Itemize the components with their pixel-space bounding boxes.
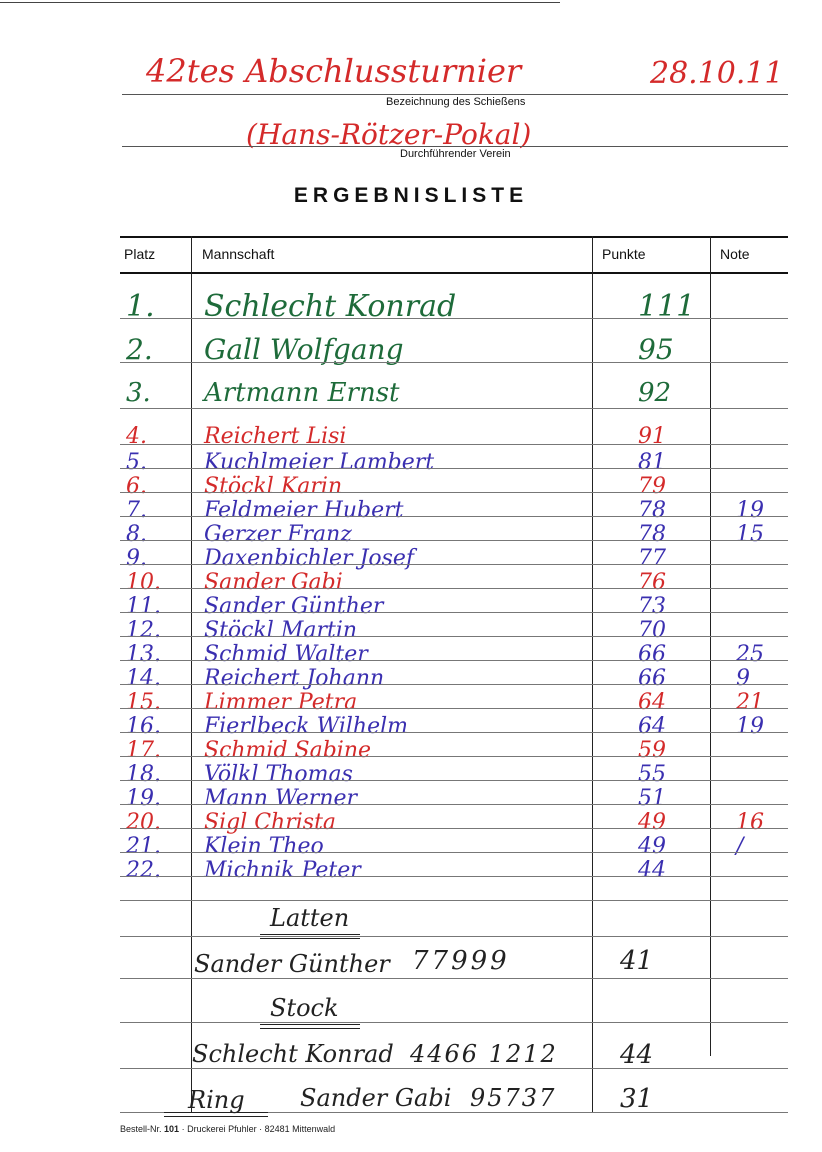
ruled-line bbox=[120, 828, 788, 829]
ruled-line bbox=[120, 804, 788, 805]
row-platz: 5. bbox=[126, 450, 147, 475]
row-name: Fierlbeck Wilhelm bbox=[204, 714, 409, 739]
row-name: Kuchlmeier Lambert bbox=[204, 450, 435, 475]
row-platz: 17. bbox=[126, 738, 161, 763]
table-header-rule bbox=[120, 272, 788, 274]
row-name: Stöckl Karin bbox=[204, 474, 343, 499]
results-table bbox=[120, 236, 788, 1113]
row-platz: 11. bbox=[126, 594, 161, 619]
ruled-line bbox=[120, 660, 788, 661]
row-name: Gall Wolfgang bbox=[204, 333, 404, 366]
ruled-line bbox=[120, 978, 788, 979]
row-name: Daxenbichler Josef bbox=[204, 546, 415, 571]
club-caption: Durchführender Verein bbox=[400, 148, 511, 160]
row-punkte: 44 bbox=[638, 858, 666, 883]
latten-detail: 77999 bbox=[412, 946, 510, 976]
footer bbox=[120, 1124, 335, 1134]
row-platz: 19. bbox=[126, 786, 161, 811]
row-name: Sander Günther bbox=[204, 594, 384, 619]
ruled-line bbox=[120, 612, 788, 613]
ruled-line bbox=[120, 468, 788, 469]
footer-number: 101 bbox=[164, 1124, 180, 1134]
row-punkte: 79 bbox=[638, 474, 666, 499]
row-platz: 3. bbox=[126, 378, 151, 408]
row-name: Mann Werner bbox=[204, 786, 358, 811]
row-punkte: 77 bbox=[638, 546, 666, 571]
ring-label: Ring bbox=[188, 1086, 245, 1114]
row-punkte: 76 bbox=[638, 570, 666, 595]
page-title: ERGEBNISLISTE bbox=[293, 184, 529, 207]
row-punkte: 92 bbox=[638, 378, 672, 408]
row-punkte: 64 bbox=[638, 690, 666, 715]
ruled-line bbox=[120, 684, 788, 685]
row-platz: 6. bbox=[126, 474, 147, 499]
row-platz: 14. bbox=[126, 666, 161, 691]
row-platz: 1. bbox=[126, 289, 155, 324]
row-platz: 20. bbox=[126, 810, 161, 835]
row-name: Schmid Sabine bbox=[204, 738, 372, 763]
stock-heading: Stock bbox=[270, 994, 339, 1022]
row-platz: 7. bbox=[126, 498, 147, 523]
row-punkte: 95 bbox=[638, 333, 674, 366]
row-punkte: 91 bbox=[638, 424, 666, 449]
row-punkte: 55 bbox=[638, 762, 666, 787]
row-punkte: 66 bbox=[638, 642, 666, 667]
latten-heading: Latten bbox=[270, 904, 350, 932]
row-punkte: 78 bbox=[638, 498, 666, 523]
row-name: Feldmeier Hubert bbox=[204, 498, 404, 523]
row-note: 19 bbox=[736, 714, 764, 739]
ruled-line bbox=[120, 876, 788, 877]
row-platz: 13. bbox=[126, 642, 161, 667]
row-platz: 15. bbox=[126, 690, 161, 715]
event-caption: Bezeichnung des Schießens bbox=[386, 96, 526, 108]
ruled-line bbox=[120, 1022, 788, 1023]
ruled-line bbox=[120, 1068, 788, 1069]
event-name-line bbox=[122, 94, 788, 95]
column-divider-3 bbox=[710, 236, 711, 1056]
stock-underline bbox=[260, 1024, 360, 1025]
ruled-line bbox=[120, 732, 788, 733]
club-name-line bbox=[122, 146, 788, 147]
ruled-line bbox=[120, 516, 788, 517]
column-header-platz: Platz bbox=[124, 246, 156, 262]
ring-underline bbox=[164, 1112, 268, 1113]
ruled-line bbox=[120, 540, 788, 541]
event-name: 42tes Abschlussturnier bbox=[146, 52, 522, 90]
row-punkte: 66 bbox=[638, 666, 666, 691]
row-platz: 2. bbox=[126, 333, 153, 366]
ring-entry: Sander Gabi bbox=[300, 1084, 452, 1112]
row-punkte: 51 bbox=[638, 786, 666, 811]
event-date: 28.10.11 bbox=[650, 56, 784, 91]
row-platz: 9. bbox=[126, 546, 147, 571]
row-punkte: 59 bbox=[638, 738, 666, 763]
row-punkte: 78 bbox=[638, 522, 666, 547]
latten-punkte: 41 bbox=[620, 946, 654, 976]
ruled-line bbox=[120, 756, 788, 757]
ruled-line bbox=[120, 362, 788, 363]
row-platz: 12. bbox=[126, 618, 161, 643]
row-name: Völkl Thomas bbox=[204, 762, 353, 787]
row-punkte: 70 bbox=[638, 618, 666, 643]
stock-underline-2 bbox=[260, 1028, 360, 1029]
column-divider-2 bbox=[592, 236, 593, 1113]
ruled-line bbox=[120, 318, 788, 319]
ring-detail: 95737 bbox=[470, 1084, 557, 1112]
ruled-line bbox=[120, 492, 788, 493]
row-platz: 18. bbox=[126, 762, 161, 787]
row-name: Artmann Ernst bbox=[204, 378, 400, 408]
ring-underline-2 bbox=[164, 1116, 268, 1117]
column-header-mannschaft: Mannschaft bbox=[202, 246, 275, 262]
table-top-rule bbox=[120, 236, 788, 238]
footer-prefix: Bestell-Nr. bbox=[120, 1124, 162, 1134]
row-note: 15 bbox=[736, 522, 764, 547]
row-note: 9 bbox=[736, 666, 750, 691]
row-name: Schlecht Konrad bbox=[204, 289, 457, 324]
latten-underline-2 bbox=[260, 938, 360, 939]
row-name: Stöckl Martin bbox=[204, 618, 358, 643]
row-name: Klein Theo bbox=[204, 834, 324, 859]
row-note: 19 bbox=[736, 498, 764, 523]
ring-punkte: 31 bbox=[620, 1084, 654, 1114]
ruled-line bbox=[120, 636, 788, 637]
ruled-line bbox=[120, 564, 788, 565]
stock-entry: Schlecht Konrad bbox=[192, 1040, 394, 1068]
footer-rest: · Druckerei Pfuhler · 82481 Mittenwald bbox=[181, 1124, 336, 1134]
row-punkte: 73 bbox=[638, 594, 666, 619]
latten-underline bbox=[260, 934, 360, 935]
ruled-line bbox=[120, 900, 788, 901]
row-name: Schmid Walter bbox=[204, 642, 368, 667]
row-platz: 10. bbox=[126, 570, 161, 595]
row-note: 16 bbox=[736, 810, 764, 835]
row-platz: 8. bbox=[126, 522, 147, 547]
row-punkte: 81 bbox=[638, 450, 666, 475]
row-punkte: 49 bbox=[638, 810, 666, 835]
ruled-line bbox=[120, 588, 788, 589]
row-name: Reichert Johann bbox=[204, 666, 385, 691]
row-name: Reichert Lisi bbox=[204, 424, 347, 449]
row-name: Gerzer Franz bbox=[204, 522, 352, 547]
ruled-line bbox=[120, 780, 788, 781]
column-divider-1 bbox=[191, 236, 192, 1113]
column-header-note: Note bbox=[720, 246, 750, 262]
row-name: Sander Gabi bbox=[204, 570, 343, 595]
row-punkte: 64 bbox=[638, 714, 666, 739]
row-note: 21 bbox=[736, 690, 764, 715]
ruled-line bbox=[120, 852, 788, 853]
stock-detail: 4466 1212 bbox=[410, 1040, 558, 1068]
row-name: Limmer Petra bbox=[204, 690, 358, 715]
ruled-line bbox=[120, 708, 788, 709]
row-platz: 4. bbox=[126, 424, 147, 449]
row-punkte: 49 bbox=[638, 834, 666, 859]
column-header-punkte: Punkte bbox=[602, 246, 646, 262]
club-name: (Hans-Rötzer-Pokal) bbox=[246, 118, 532, 151]
row-punkte: 111 bbox=[638, 289, 696, 324]
row-note: / bbox=[736, 834, 744, 859]
row-name: Michnik Peter bbox=[204, 858, 361, 883]
row-platz: 16. bbox=[126, 714, 161, 739]
top-rule bbox=[0, 2, 560, 3]
row-platz: 21. bbox=[126, 834, 161, 859]
row-name: Sigl Christa bbox=[204, 810, 337, 835]
ruled-line bbox=[120, 408, 788, 409]
latten-entry: Sander Günther bbox=[194, 950, 390, 978]
row-platz: 22. bbox=[126, 858, 161, 883]
row-note: 25 bbox=[736, 642, 764, 667]
stock-punkte: 44 bbox=[620, 1040, 654, 1070]
ruled-line bbox=[120, 444, 788, 445]
ruled-line bbox=[120, 936, 788, 937]
